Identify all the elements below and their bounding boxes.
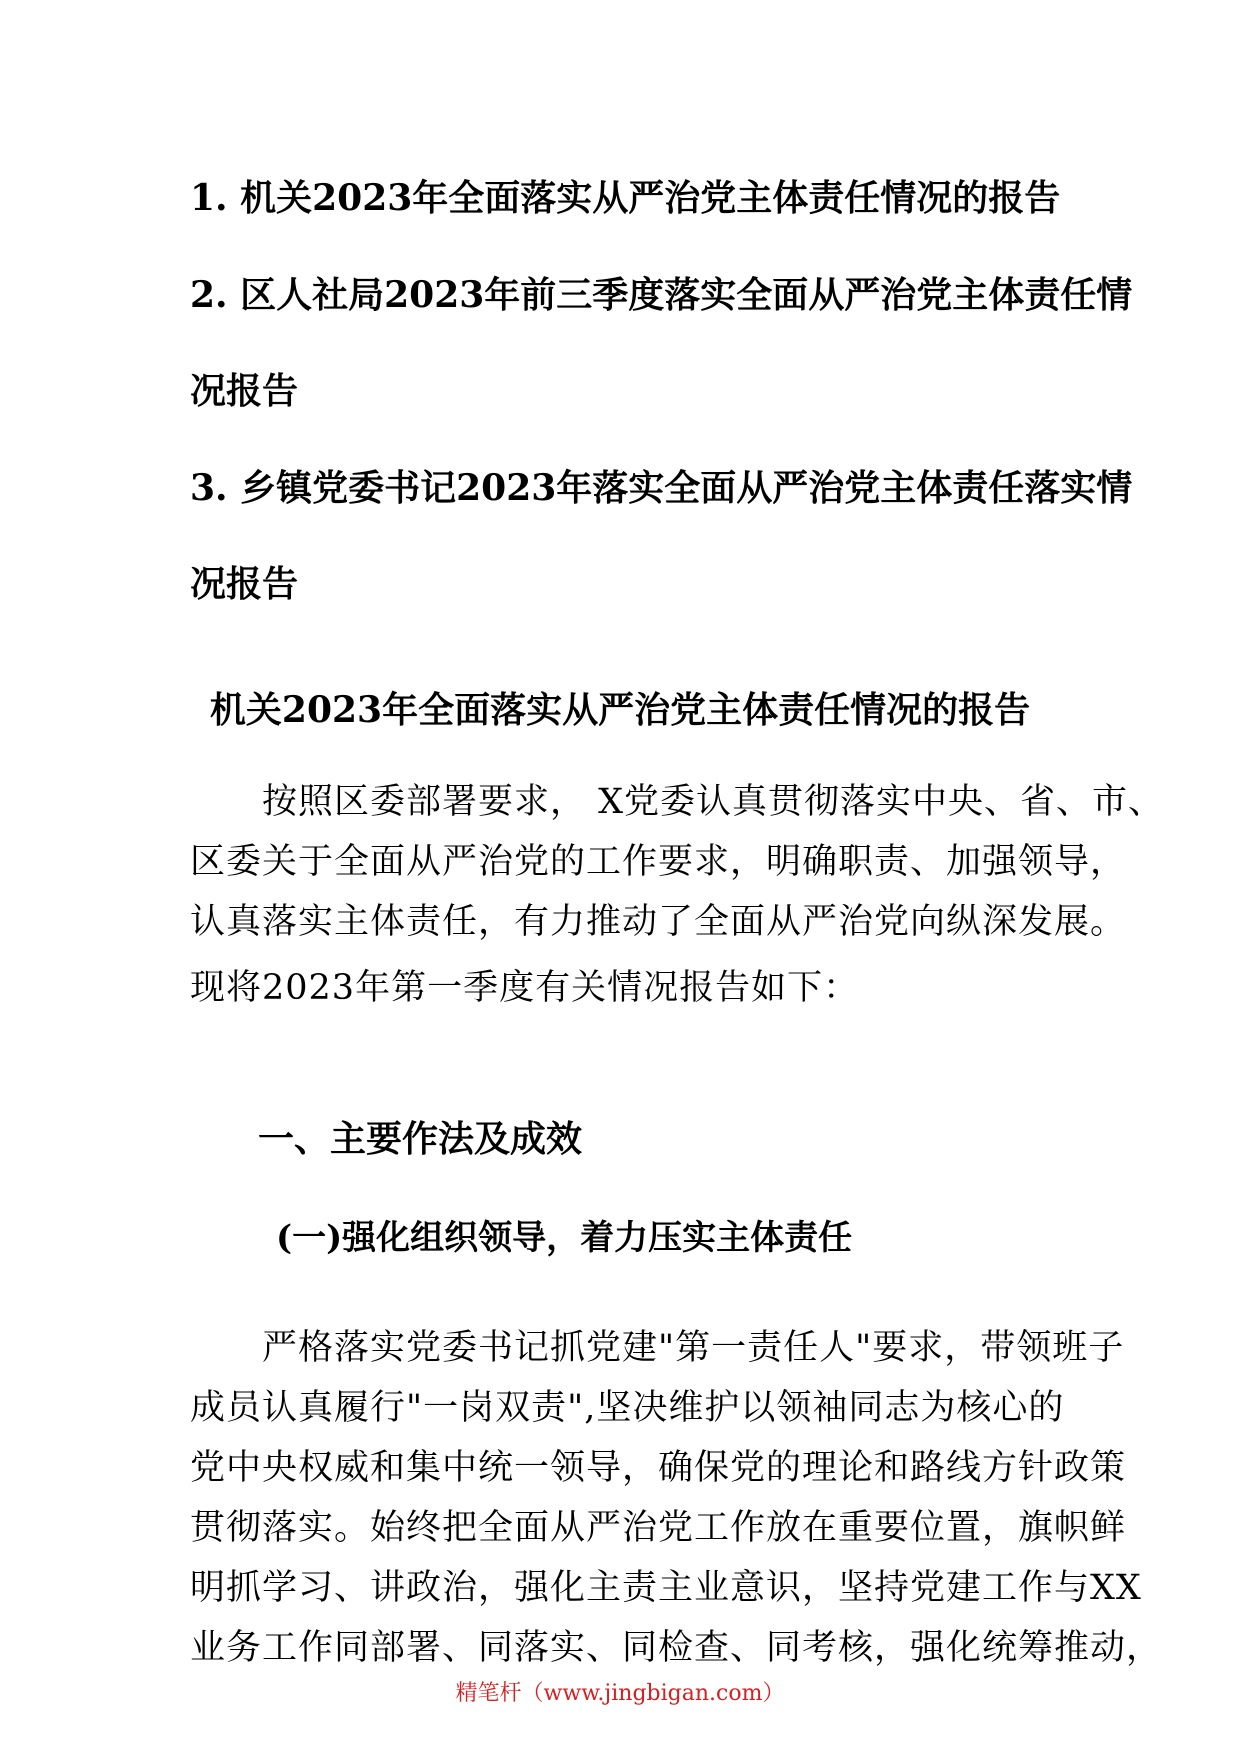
toc-item-line: 2. 区人社局2023年前三季度落实全面从严治党主体责任情 — [190, 274, 1133, 316]
subsection-heading: (一)强化组织领导，着力压实主体责任 — [276, 1218, 853, 1258]
toc-item-1 — [190, 150, 1070, 246]
paragraph-line: 按照区委部署要求， X党委认真贯彻落实中央、省、市、 — [190, 782, 1165, 822]
intro-paragraph — [190, 772, 1165, 1018]
paragraph-line: 认真落实主体责任，有力推动了全面从严治党向纵深发展。 — [190, 902, 1127, 942]
paragraph-line: 区委关于全面从严治党的工作要求，明确职责、加强领导， — [190, 842, 1127, 882]
toc-item-line: 况报告 — [190, 370, 299, 412]
toc-item-3 — [190, 440, 1133, 632]
paragraph-line: 贯彻落实。始终把全面从严治党工作放在重要位置，旗帜鲜 — [190, 1508, 1127, 1548]
section-heading: 一、主要作法及成效 — [258, 1119, 583, 1160]
toc-item-2 — [190, 247, 1133, 439]
toc-item-line: 况报告 — [190, 563, 299, 605]
toc-item-line: 3. 乡镇党委书记2023年落实全面从严治党主体责任落实情 — [190, 467, 1133, 509]
paragraph-line: 成员认真履行"一岗双责",坚决维护以领袖同志为核心的 — [190, 1388, 1065, 1428]
paragraph-line: 严格落实党委书记抓党建"第一责任人"要求，带领班子 — [190, 1328, 1125, 1368]
paragraph-line: 现将2023年第一季度有关情况报告如下： — [190, 968, 860, 1008]
toc-item-line: 1. 机关2023年全面落实从严治党主体责任情况的报告 — [190, 177, 1061, 219]
paragraph-line: 明抓学习、讲政治，强化主责主业意识，坚持党建工作与XX — [190, 1568, 1142, 1608]
paragraph-line: 业务工作同部署、同落实、同检查、同考核，强化统筹推动， — [190, 1628, 1163, 1668]
body-paragraph — [190, 1318, 1163, 1678]
paragraph-line: 党中央权威和集中统一领导，确保党的理论和路线方针政策 — [190, 1448, 1127, 1488]
document-title: 机关2023年全面落实从严治党主体责任情况的报告 — [209, 689, 1031, 731]
footer-link[interactable]: 精笔杆（www.jingbigan.com） — [455, 1681, 785, 1706]
